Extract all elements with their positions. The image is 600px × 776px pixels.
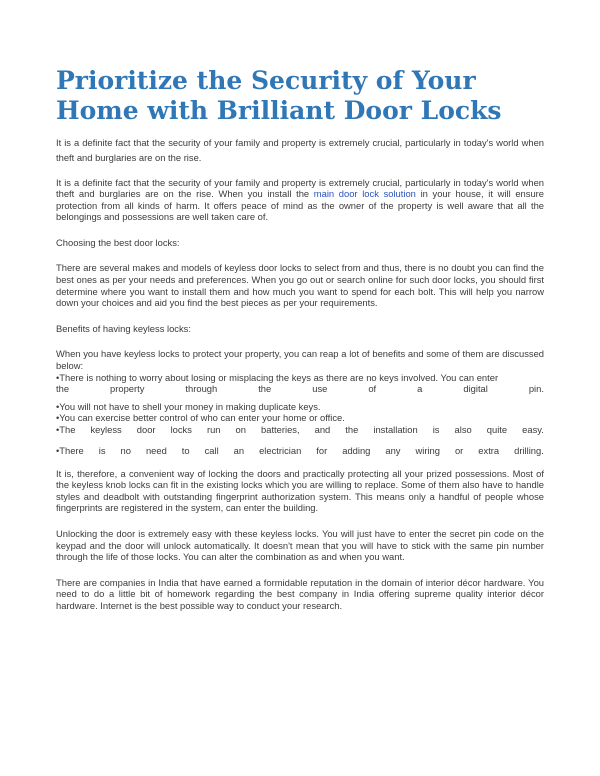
heading-benefits: Benefits of having keyless locks: [56, 322, 191, 334]
word: batteries, [261, 424, 300, 435]
word: extra [478, 444, 500, 456]
word: through [185, 383, 218, 395]
spacer [56, 223, 544, 237]
word: adding [342, 444, 371, 456]
word: •The [56, 424, 76, 435]
word: electrician [259, 444, 302, 456]
word: a [417, 383, 423, 395]
word: an [233, 444, 245, 456]
spacer [56, 165, 544, 177]
word: the [258, 383, 272, 395]
bullet-item-1-line-2 [56, 383, 544, 395]
word: run [206, 424, 221, 435]
heading-choosing: Choosing the best door locks: [56, 236, 180, 248]
spacer [56, 334, 544, 348]
word: no [120, 444, 131, 456]
word: is [98, 444, 106, 456]
word: use [312, 383, 328, 395]
word: installation [373, 424, 418, 435]
word: property [110, 383, 145, 395]
bullet-item-4 [56, 424, 544, 436]
paragraph-choosing: There are several makes and models of keyless door locks to select from and thus, there is no doubt you can find the best ones as per your needs and preferences. When you go out or search online for such door locks, you should first determine where you want to install them and how much you want to spend for each bolt. This will help you narrow down your choices and aid you find the best pieces as per your requirements. [56, 262, 544, 309]
word: any [385, 444, 401, 456]
word: pin. [528, 383, 544, 395]
word: the [345, 424, 359, 435]
word: of [368, 383, 377, 395]
word: easy. [522, 424, 544, 435]
paragraph-security-text-2: in your house, it will ensure protection from all kinds of harm. It offers peace of mind as the owner of the property is well aware that all the belongings and possessions are well taken care of. [56, 188, 544, 223]
paragraph-benefits-intro: When you have keyless locks to protect your property, you can reap a lot of benefits and some of them are discussed below: [56, 348, 544, 372]
word: and [314, 424, 331, 435]
word: door [136, 424, 156, 435]
spacer [56, 514, 544, 528]
main-door-lock-solution-link[interactable]: main door lock solution [313, 188, 416, 200]
paragraph-security [56, 177, 544, 223]
word: digital [463, 383, 488, 395]
word: drilling. [514, 444, 544, 456]
paragraph-security-text-1: It is a definite fact that the security of your family and property is extremely crucial, particularly in today's world when theft and burglaries are on the rise. When you install the [56, 176, 544, 200]
word: call [204, 444, 219, 456]
paragraph-companies: There are companies in India that have earned a formidable reputation in the domain of interior décor hardware. You need to do a little bit of homework regarding the best company in India offering supreme quality interior décor hardware. Internet is the best possible way to conduct your research. [56, 576, 544, 612]
spacer [56, 309, 544, 323]
word: also [454, 424, 472, 435]
bullet-item-5 [56, 445, 544, 457]
paragraph-unlocking: Unlocking the door is extremely easy with these keyless locks. You will just have to enter the secret pin code on the keypad and the door will unlock automatically. It doesn't mean that you will have to stick with the same pin number through the life of those locks. You can alter the combination as and when you want. [56, 528, 544, 563]
spacer [56, 456, 544, 468]
bullet-item-2: •You will not have to shell your money in making duplicate keys. [56, 400, 321, 412]
bullet-item-3: •You can exercise better control of who can enter your home or office. [56, 412, 345, 424]
word: for [316, 444, 328, 456]
word: to [181, 444, 190, 456]
spacer [56, 436, 544, 445]
spacer [56, 563, 544, 577]
word: or [454, 444, 464, 456]
word: need [145, 444, 167, 456]
word: wiring [415, 444, 440, 456]
word: •There [56, 444, 84, 456]
intro-paragraph: It is a definite fact that the security of your family and property is extremely crucial, particularly in today's world when theft and burglaries are on the rise. [56, 137, 544, 163]
word: locks [170, 424, 192, 435]
spacer [56, 248, 544, 262]
page-title: Prioritize the Security of Your Home with Brilliant Door Locks [56, 66, 502, 125]
word: on [235, 424, 246, 435]
paragraph-therefore: It is, therefore, a convenient way of locking the doors and practically protecting all your prized possessions. Most of the keyless knob locks can fit in the existing locks which you are willing to replace. Some of them also have to handle styles and deadbolt with outstanding fingerprint authorization system. This means only a handful of people whose fingerprints are registered in the system, can enter the building. [56, 467, 544, 514]
bullet-item-1-line-1: •There is nothing to worry about losing or misplacing the keys as there are no keys involved. You can enter [56, 371, 499, 383]
word: is [432, 424, 440, 435]
word: keyless [90, 424, 122, 435]
word: quite [486, 424, 508, 435]
word: the [56, 383, 70, 395]
